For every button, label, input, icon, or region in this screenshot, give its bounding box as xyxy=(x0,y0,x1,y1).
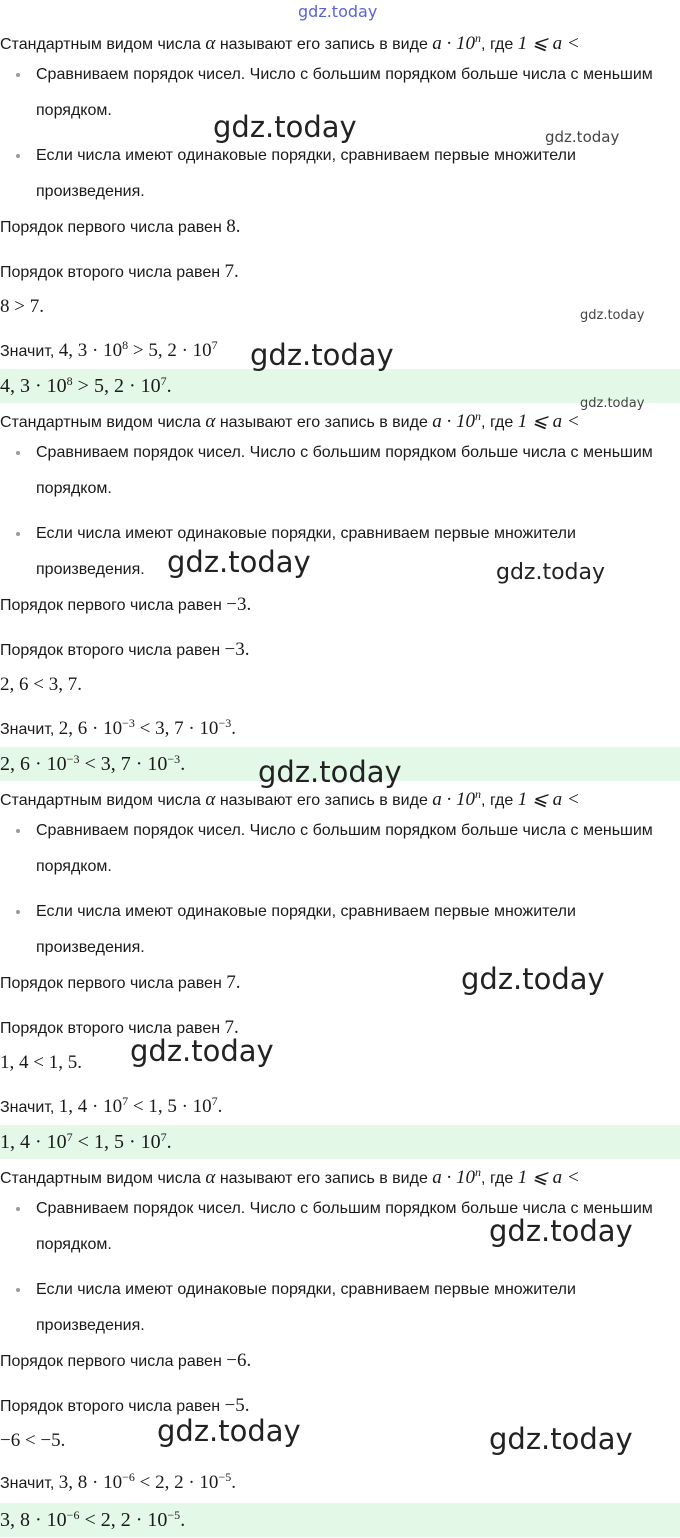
answer-box xyxy=(0,369,680,403)
definition-condition: 1 ⩽ a < xyxy=(517,1167,580,1188)
order-comparison: 2, 6 < 3, 7. xyxy=(0,674,82,695)
second-order-line: Порядок второго числа равен 7. xyxy=(0,1017,239,1038)
conclusion-line: Значит, 2, $6 \cdot 10^{-3} < 3$, $7 \cdot 10^{-3}$. xyxy=(0,718,236,739)
answer-box xyxy=(0,1125,680,1159)
rule-bullet-multiplier: Если числа имеют одинаковые порядки, сравниваем первые множители произведения. xyxy=(36,516,676,588)
answer-expression: 4, $3 \cdot 10^8 > 5$, $2 \cdot 10^7$. xyxy=(0,374,172,397)
watermark: gdz.today xyxy=(258,755,402,789)
first-order-value: 8. xyxy=(226,216,241,237)
watermark: gdz.today xyxy=(461,962,605,996)
definition-variable: α xyxy=(205,1167,216,1188)
watermark: gdz.today xyxy=(167,545,311,579)
watermark: gdz.today xyxy=(130,1034,274,1068)
second-order-line: Порядок второго числа равен −3. xyxy=(0,639,250,660)
conclusion-line: Значит, 4, $3 \cdot 10^8 > 5$, $2 \cdot 10^7$ xyxy=(0,340,218,361)
definition-prefix: Стандартным видом числа xyxy=(0,414,201,431)
conclusion-expression: 2, $6 \cdot 10^{-3} < 3$, $7 \cdot 10^{-3}$. xyxy=(58,718,236,739)
definition-middle: называют его запись в виде xyxy=(219,414,428,431)
definition-condition: 1 ⩽ a < xyxy=(517,33,580,54)
definition-condition: 1 ⩽ a < xyxy=(517,411,580,432)
definition-form: $a \cdot 10^n$ xyxy=(432,1167,482,1188)
rule-bullet-order: Сравниваем порядок чисел. Число с большим порядком больше числа с меньшим порядком. xyxy=(36,57,676,129)
definition-prefix: Стандартным видом числа xyxy=(0,1170,201,1187)
definition-variable: α xyxy=(205,33,216,54)
definition-middle: называют его запись в виде xyxy=(219,36,428,53)
first-order-line: Порядок первого числа равен −6. xyxy=(0,1350,252,1371)
definition-form: $a \cdot 10^n$ xyxy=(432,33,482,54)
answer-expression: 1, $4 \cdot 10^7 < 1$, $5 \cdot 10^7$. xyxy=(0,1130,172,1153)
definition-middle: называют его запись в виде xyxy=(219,792,428,809)
definition-prefix: Стандартным видом числа xyxy=(0,792,201,809)
watermark: gdz.today xyxy=(250,338,394,372)
rule-bullet-multiplier: Если числа имеют одинаковые порядки, сравниваем первые множители произведения. xyxy=(36,894,676,966)
second-order-value: 7. xyxy=(224,261,239,282)
watermark: gdz.today xyxy=(580,308,645,323)
definition-variable: α xyxy=(205,411,216,432)
watermark: gdz.today xyxy=(489,1214,633,1248)
definition-form: $a \cdot 10^n$ xyxy=(432,789,482,810)
definition-line xyxy=(0,1167,680,1190)
order-comparison: −6 < −5. xyxy=(0,1430,66,1451)
conclusion-line: Значит, 3, $8 \cdot 10^{-6} < 2$, $2 \cdot 10^{-5}$. xyxy=(0,1472,236,1493)
definition-line xyxy=(0,33,680,56)
answer-expression: 2, $6 \cdot 10^{-3} < 3$, $7 \cdot 10^{-3}$. xyxy=(0,752,186,775)
rule-bullet-order: Сравниваем порядок чисел. Число с большим порядком больше числа с меньшим порядком. xyxy=(36,435,676,507)
first-order-line: Порядок первого числа равен 8. xyxy=(0,216,241,237)
definition-condition: 1 ⩽ a < xyxy=(517,789,580,810)
first-order-value: 7. xyxy=(226,972,241,993)
watermark: gdz.today xyxy=(489,1422,633,1456)
order-comparison: 8 > 7. xyxy=(0,296,44,317)
first-order-value: −3. xyxy=(226,594,252,615)
second-order-value: −5. xyxy=(224,1395,250,1416)
watermark: gdz.today xyxy=(580,396,645,411)
second-order-value: −3. xyxy=(224,639,250,660)
first-order-line: Порядок первого числа равен 7. xyxy=(0,972,241,993)
definition-variable: α xyxy=(205,789,216,810)
first-order-value: −6. xyxy=(226,1350,252,1371)
watermark: gdz.today xyxy=(545,128,620,146)
conclusion-line: Значит, 1, $4 \cdot 10^7 < 1$, $5 \cdot 10^7$. xyxy=(0,1096,223,1117)
conclusion-expression: 4, $3 \cdot 10^8 > 5$, $2 \cdot 10^7$ xyxy=(58,340,218,361)
definition-line xyxy=(0,789,680,812)
order-comparison: 1, 4 < 1, 5. xyxy=(0,1052,82,1073)
definition-where: , где xyxy=(481,414,514,431)
rule-bullet-order: Сравниваем порядок чисел. Число с большим порядком больше числа с меньшим порядком. xyxy=(36,1191,676,1263)
rule-bullet-multiplier: Если числа имеют одинаковые порядки, сравниваем первые множители произведения. xyxy=(36,138,676,210)
definition-where: , где xyxy=(481,36,514,53)
second-order-line: Порядок второго числа равен −5. xyxy=(0,1395,250,1416)
conclusion-expression: 3, $8 \cdot 10^{-6} < 2$, $2 \cdot 10^{-5}$. xyxy=(58,1472,236,1493)
answer-box xyxy=(0,747,680,781)
definition-line xyxy=(0,411,680,434)
watermark: gdz.today xyxy=(496,560,606,585)
answer-box xyxy=(0,1503,680,1537)
first-order-line: Порядок первого числа равен −3. xyxy=(0,594,252,615)
conclusion-expression: 1, $4 \cdot 10^7 < 1$, $5 \cdot 10^7$. xyxy=(58,1096,223,1117)
definition-form: $a \cdot 10^n$ xyxy=(432,411,482,432)
watermark: gdz.today xyxy=(157,1414,301,1448)
rule-bullet-order: Сравниваем порядок чисел. Число с большим порядком больше числа с меньшим порядком. xyxy=(36,813,676,885)
second-order-value: 7. xyxy=(224,1017,239,1038)
definition-prefix: Стандартным видом числа xyxy=(0,36,201,53)
definition-where: , где xyxy=(481,792,514,809)
header-watermark: gdz.today xyxy=(298,2,378,21)
watermark: gdz.today xyxy=(213,110,357,144)
definition-middle: называют его запись в виде xyxy=(219,1170,428,1187)
answer-expression: 3, $8 \cdot 10^{-6} < 2$, $2 \cdot 10^{-5}$. xyxy=(0,1508,186,1531)
second-order-line: Порядок второго числа равен 7. xyxy=(0,261,239,282)
rule-bullet-multiplier: Если числа имеют одинаковые порядки, сравниваем первые множители произведения. xyxy=(36,1272,676,1344)
definition-where: , где xyxy=(481,1170,514,1187)
